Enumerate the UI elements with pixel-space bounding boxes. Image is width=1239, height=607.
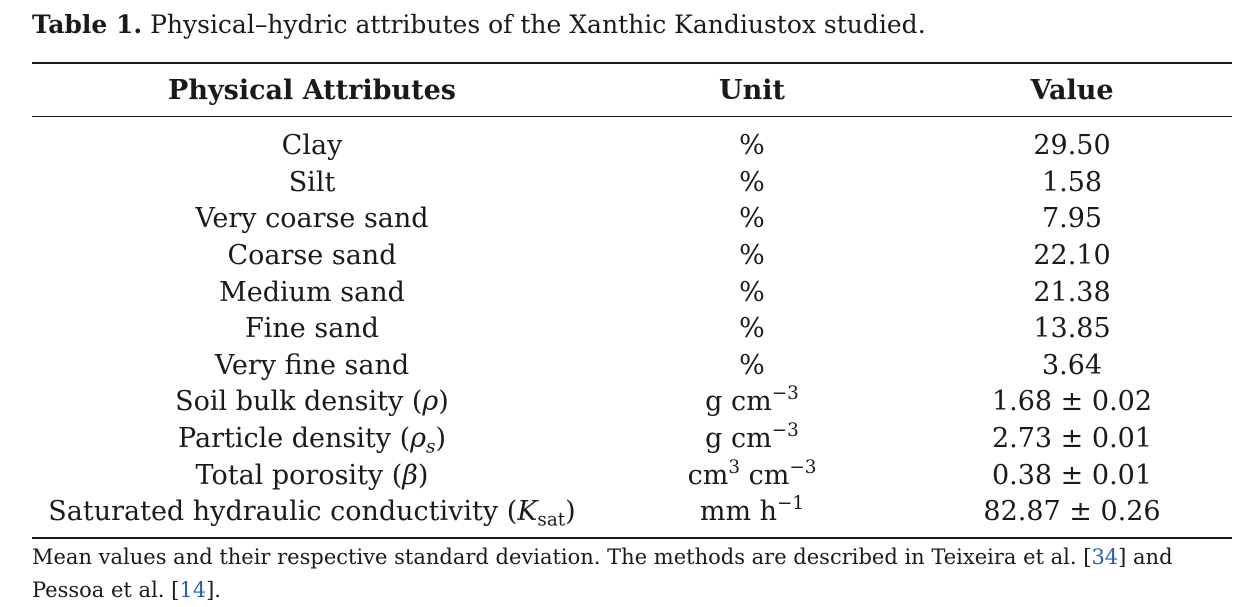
unit-cell — [592, 493, 912, 530]
attribute-cell: Silt — [288, 166, 336, 198]
unit-cell — [592, 457, 912, 494]
citation-link[interactable]: 14 — [179, 578, 207, 602]
paren-close: ) — [417, 459, 429, 491]
attribute-cell — [32, 384, 592, 421]
header-unit: Unit — [719, 74, 785, 106]
footnote-text: ]. — [206, 578, 221, 602]
value-cell: 7.95 — [1041, 203, 1103, 235]
paren-close: ) — [565, 496, 576, 528]
unit-exponent: 3 — [728, 456, 741, 478]
value-cell: 21.38 — [1033, 276, 1111, 308]
unit-base: cm — [687, 459, 729, 491]
table-row — [32, 116, 1232, 164]
attribute-cell: Fine sand — [245, 313, 379, 345]
unit-cell: % — [739, 239, 765, 271]
header-row — [32, 64, 1232, 116]
attribute-cell: Clay — [281, 129, 343, 161]
table-row-porosity — [32, 457, 1232, 494]
rho-symbol: ρ — [422, 386, 439, 418]
citation-link[interactable]: 34 — [1091, 545, 1119, 569]
attribute-cell: Medium sand — [219, 276, 405, 308]
header-attribute: Physical Attributes — [168, 74, 456, 106]
unit-cell: % — [739, 166, 765, 198]
footnote-text: Mean values and their respective standard deviation. The methods are described in Teixeira et al. [ — [32, 545, 1092, 569]
paren-close: ) — [435, 422, 446, 454]
attribute-cell: Very coarse sand — [195, 203, 429, 235]
attributes-table — [32, 64, 1232, 530]
unit-cell: % — [739, 313, 765, 345]
table-row-bulk-density — [32, 384, 1232, 421]
table-caption — [32, 8, 926, 42]
table-row — [32, 310, 1232, 347]
attribute-label: Soil bulk density ( — [175, 386, 423, 418]
attribute-cell: Very fine sand — [214, 349, 410, 381]
table-row — [32, 237, 1232, 274]
k-symbol: K — [517, 496, 538, 528]
rho-symbol: ρ — [410, 422, 427, 454]
attribute-cell — [32, 420, 592, 457]
table-title: Physical–hydric attributes of the Xanthic Kandiustox studied. — [150, 10, 926, 39]
unit-base: cm — [740, 459, 790, 491]
value-cell: 29.50 — [1033, 129, 1111, 161]
unit-base: g cm — [705, 386, 772, 418]
attribute-cell — [32, 457, 592, 494]
attribute-label: Saturated hydraulic conductivity ( — [48, 496, 518, 528]
paren-close: ) — [438, 386, 449, 418]
unit-exponent: −3 — [771, 419, 799, 441]
unit-cell: % — [739, 349, 765, 381]
table-row — [32, 347, 1232, 384]
table-label: Table 1. — [32, 10, 143, 39]
footnote-text: ] and Pessoa et al. [ — [32, 545, 1173, 602]
value-cell: 2.73 ± 0.01 — [991, 422, 1153, 454]
unit-cell — [592, 420, 912, 457]
attribute-label: Particle density ( — [178, 422, 411, 454]
value-cell: 3.64 — [1041, 349, 1103, 381]
value-cell: 22.10 — [1033, 239, 1111, 271]
unit-base: g cm — [705, 422, 772, 454]
value-cell: 82.87 ± 0.26 — [983, 496, 1161, 528]
unit-exponent: −3 — [789, 456, 817, 478]
unit-exponent: −1 — [777, 493, 805, 515]
unit-cell: % — [739, 129, 765, 161]
bottom-rule — [32, 537, 1232, 539]
attribute-label: Total porosity ( — [195, 459, 403, 491]
table-row — [32, 274, 1232, 311]
unit-base: mm h — [699, 496, 778, 528]
value-cell: 0.38 ± 0.01 — [991, 459, 1153, 491]
beta-symbol: β — [402, 459, 418, 491]
attribute-cell — [32, 493, 592, 530]
attribute-cell: Coarse sand — [227, 239, 397, 271]
header-value: Value — [1030, 74, 1114, 106]
table-row — [32, 201, 1232, 238]
symbol-subscript: s — [426, 436, 436, 458]
symbol-subscript: sat — [537, 509, 566, 531]
unit-cell: % — [739, 203, 765, 235]
table-row-conductivity — [32, 493, 1232, 530]
unit-cell — [592, 384, 912, 421]
unit-exponent: −3 — [771, 383, 799, 405]
value-cell: 13.85 — [1033, 313, 1111, 345]
value-cell: 1.68 ± 0.02 — [991, 386, 1153, 418]
table-footnote — [32, 541, 1236, 607]
table-row — [32, 164, 1232, 201]
value-cell: 1.58 — [1041, 166, 1103, 198]
unit-cell: % — [739, 276, 765, 308]
table-row-particle-density — [32, 420, 1232, 457]
